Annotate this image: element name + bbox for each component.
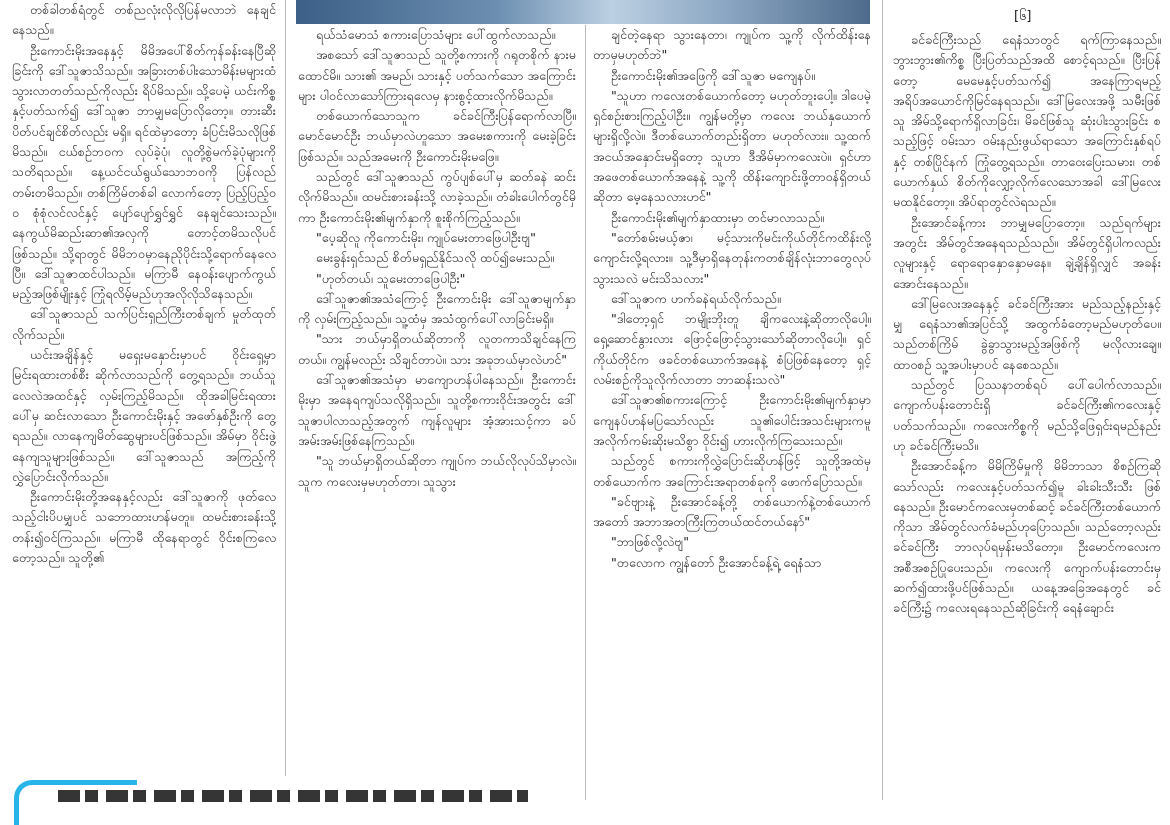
- headline-text-strip: [58, 790, 528, 802]
- paragraph: ဦးကောင်းမိုးတို့အနေနှင့်လည်း ဒေါ်သူဇာကို ဖုတ်လေသည့်ငါးပိပမျှပင် သဘောထားဟန်မတူ။ ထမင်းစားခန်းသို့ တန်း၍ဝင်ကြသည်။ မကြာမီ ထိုနေရာတွင် ဝိုင်းစကြလေတော့သည်။ သူတို့၏: [12, 489, 276, 566]
- paragraph: "ဘာဖြစ်လို့လဲဗျ": [611, 534, 690, 550]
- paragraph: "သူ ဘယ်မှာရှိတယ်ဆိုတာ ကျုပ်က ဘယ်လိုလုပ်သိမှာလဲ။ သူက ကလေးမှမဟုတ်တာ၊ သူသွား: [298, 453, 576, 489]
- paragraph: "ပေ့ဆိုလူ ကိုကောင်းမိုး၊ ကျုပ်မေးတာဖြေပါဦးဗျ": [316, 229, 536, 245]
- article-column-4: [893, 30, 1161, 800]
- paragraph: "သူဟာ ကလေးတစ်ယောက်တော့ မဟုတ်ဘူးပေါ့။ ဒါပေမဲ့ ရှင်စဉ်းစားကြည့်ပါဦး။ ကျွန်မတို့မှာ ကလေး ဘယ်နှယောက်များရှိလို့လဲ။ ဒီတစ်ယောက်တည်းရှိတာ မဟုတ်လား။ သူ့ထက်အငယ်အနှောင်းမရှိတော့ သူဟာ ဒီအိမ်မှာကလေးပဲ။ ရှင်ဟာ အဖေတစ်ယောက်အနေနဲ့ သူ့ကို ထိန်းကျောင်းဖို့တာဝန်ရှိတယ်ဆိုတာ မေ့နေသလားဟင်": [593, 87, 871, 205]
- paragraph: ဦးအောင်ခန့်က မိမိကြိမ်မှုကို မိမိဘာသာ စိစဉ်ကြဆိုသော်လည်း ကလေးနှင့်ပတ်သက်၍မူ ခါးခါးသီးသီး ဖြစ်နေသည်။ ဦးမောင်ကလေးမှတစ်ဆင့် ခင်ခင်ကြီးတစ်ယောက်ကိုသာ အိမ်တွင်လက်ခံမည်ဟုပြောသည်။ သည်တော့လည်း ခင်ခင်ကြီး ဘာလုပ်ရမှန်းမသိတော့။ ဦးမောင်ကလေးက အစီအစဉ်ပြုပေးသည်။ ကလေးကို ကျောက်ပန်းတောင်းမှ ဆက်၍ထားဖို့ပင်ဖြစ်သည်။ ယနေ့အခြေအနေတွင် ခင်ခင်ကြီး၌ ကလေးရနေသည်ဆိုခြင်းကို ရေနံချောင်း: [893, 458, 1161, 616]
- paragraph: သည်တွင် ပြဿနာတစ်ရပ် ပေါ်ပေါက်လာသည်။ ကျောက်ပန်းတောင်းရှိ ခင်ခင်ကြီး၏ကလေးနှင့်ပတ်သက်သည်။ ကလေးကိစ္စကို မည်သို့ဖြေရှင်းရမည်နည်းဟု ခင်ခင်ကြီးမသိ။: [893, 377, 1161, 453]
- paragraph: ဦးကောင်းမိုး၏အဖြေကို ဒေါ်သူဇာ မကျေနပ်။: [611, 67, 815, 83]
- paragraph: ဒေါ်သူဇာ၏စကားကြောင့် ဦးကောင်းမိုး၏မျက်နှာမှာ ကျေနပ်ဟန်မပြသော်လည်း သူ၏ပေါင်းအသင်းများကမူ အလိုက်ကမ်းဆိုးမသိစွာ ဝိုင်း၍ ဟားလိုက်ကြသေးသည်။: [593, 392, 871, 448]
- column-rule: [882, 0, 883, 800]
- paragraph: ဒေါ်မြလေးအနေနှင့် ခင်ခင်ကြီးအား မည်သည့်နည်းနှင့်မျှ ရေနံသာ၏အပြင်သို့ အထွက်ခံတော့မည်မဟုတ်ပေ။ သည်တစ်ကြိမ် ခွဲခွာသွားမည့်အဖြစ်ကို မလိုလားချေ။ ထာဝစဉ် သူ့အပါးမှာပင် နေစေသည်။: [893, 295, 1161, 372]
- next-article-headline: [14, 776, 574, 806]
- paragraph: မေးခွန်းရှင်သည် စိတ်မရှည်နိုင်သလို ထပ်၍မေးသည်။: [316, 250, 555, 266]
- paragraph: "သား ဘယ်မှာရှိတယ်ဆိုတာကို လူတကာသိချင်နေကြတယ်။ ကျွန်မလည်း သိချင်တာပဲ။ သား အခုဘယ်မှာလဲဟင်": [298, 331, 576, 367]
- article-column-1: [12, 0, 276, 775]
- paragraph: သည်တွင် ဒေါ်သူဇာသည် ကွပ်ပျစ်ပေါ်မှ ဆတ်ခနဲ ဆင်းလိုက်မိသည်။ ထမင်းစားခန်းသို့ လာခဲ့သည်။ တံခါးပေါက်တွင်မှိကာ ဦးကောင်းမိုး၏မျက်နှာကို စူးစိုက်ကြည့်သည်။: [298, 169, 576, 225]
- paragraph: ဒေါ်သူဇာ၏အသံကြောင့် ဦးကောင်းမိုး ဒေါ်သူဇာမျက်နှာကို လှမ်းကြည့်သည်။ သူ့ထံမှ အသံထွက်ပေါ်လာခြင်းမရှိ။: [298, 290, 576, 327]
- top-photo: [296, 0, 870, 24]
- paragraph: ဒေါ်သူဇာက ဟက်ခနဲရယ်လိုက်သည်။: [611, 290, 781, 306]
- paragraph: ရယ်သံမောသံ စကားပြောသံများ ပေါ်ထွက်လာသည်။: [316, 27, 556, 42]
- paragraph: ဦးအောင်ခန့်ကား ဘာမျှမပြောတော့။ သည်ရက်များအတွင်း အိမ်တွင်အနေရသည်သည်။ အိမ်တွင်ရှိပါကလည်း လူများနှင့် ရောရောနှောနှောမနေ။ ချဲ့ချိန်ရှိလျှင် အခန်းအောင်းနေသည်။: [893, 214, 1161, 291]
- paragraph: "တလောက ကျွန်တော် ဦးအောင်ခန့်ရဲ့ ရေနံသာ: [611, 554, 822, 570]
- paragraph: ဦးကောင်းမိုး၏မျက်နှာထားမှာ တင်မာလာသည်။: [611, 209, 825, 225]
- paragraph: ဒေါ်သူဇာသည် သက်ပြင်းရှည်ကြီးတစ်ချက် မှုတ်ထုတ်လိုက်သည်။: [12, 306, 276, 342]
- paragraph: "ဒါတော့ရှင် ဘမျိုးဘိုးတူ ချိကလေးနဲ့ဆိုတာလိုပေါ့။ ရှေ့ဆောင်နွားလား ဖြောင့်ဖြောင့်သွားသော်ဆိုတာလိုပေါ့။ ရှင်ကိုယ်တိုင်က ဖခင်တစ်ယောက်အနေနဲ့ စံပြဖြစ်နေတော့ ရှင့်လမ်းစဉ်ကိုသူလိုက်လာတာ ဘာဆန်းသလဲ": [593, 311, 871, 388]
- paragraph: ယင်းအချိန်နှင့် မရှေးမနှောင်းမှာပင် ဝိုင်းရှေ့မှာ မြင်းရထားတစ်စီး ဆိုက်လာသည်ကို တွေ့ရသည်။ ဘယ်သူလေလဲအထင်နှင့် လှမ်းကြည့်မိသည်။ ထိုအခါမြင်းရထားပေါ်မှ ဆင်းလာသော ဦးကောင်းမိုးနှင့် အဖော်နှစ်ဦးကို တွေ့ရသည်။ လာနေကျမိတ်ဆွေများပင်ဖြစ်သည်။ အိမ်မှာ ဝိုင်းဖွဲ့နေကျသူများဖြစ်သည်။ ဒေါ်သူဇာသည် အကြည့်ကို လွှဲပြောင်းလိုက်သည်။: [12, 347, 276, 484]
- paragraph: "ဟုတ်တယ်၊ သူမေးတာဖြေပါဦး": [316, 270, 466, 286]
- paragraph: "တော်စမ်းမယ့်ဇာ၊ မင့်သားကိုမင်းကိုယ်တိုင်ကထိန်းလို့ကျောင်းလို့ရလား။ သူ့ဒီမှာရှိနေတုန်းကတစ်ချိန်လုံးဘာတွေလုပ်သွားသလဲ မင်းသိသလား": [593, 229, 871, 286]
- paragraph: အစသော် ဒေါ်သူဇာသည် သူတို့စကားကို ဂရုတစိုက် နားမထောင်မိ။ သား၏ အမည်၊ သားနှင့် ပတ်သက်သော အကြောင်းများ ပါဝင်လာသော်ကြားရလေမှ နားစွင့်ထားလိုက်မိသည်။: [298, 47, 576, 103]
- paragraph: သည်တွင် စကားကိုလွှဲပြောင်းဆိုဟန်ဖြင့် သူတို့အထဲမှ တစ်ယောက်က အကြောင်းအရာတစ်ခုကို ဖောက်ပြောသည်။: [593, 453, 871, 489]
- article-column-3: [593, 25, 871, 800]
- headline-accent-arc: [14, 780, 137, 825]
- paragraph: ခင်ခင်ကြီးသည် ရေနံသာတွင် ရက်ကြာနေသည်။ ဘွားဘွား၏ကိစ္စ ပြီးပြတ်သည်အထိ စောင့်ရသည်။ ပြီးပြန်တော့ မေမေနှင့်ပတ်သက်၍ အနေကြာရမည့် အရိပ်အယောင်ကိုမြင်နေရသည်။ ဒေါ်မြလေးအဖို့ သမီးဖြစ်သူ အိမ်သို့ရောက်ရှိလာခြင်း၊ မိခင်ဖြစ်သူ ဆုံးပါးသွားခြင်း စသည့်ဖြင့် ဝမ်းသာ ဝမ်းနည်းဖွယ်ရာသော အကြောင်းနှစ်ရပ်နှင့် တစ်ပြိုင်နက် ကြုံတွေ့ရသည်။ တာဝေးပြေးသမား၊ တစ်ယောက်နှယ် စိတ်ကိုလျှော့လိုက်လေသောအခါ ဒေါ်မြလေး မထနိုင်တော့။ အိပ်ရာတွင်လဲရသည်။: [893, 32, 1161, 210]
- paragraph: တစ်ခါတစ်ရံတွင် တစ်ညလုံးလိုလိုပြန်မလာဘဲ နေချင်နေသည်။: [12, 2, 276, 38]
- page-marker: [၆]: [1014, 9, 1032, 24]
- column-rule: [585, 25, 586, 800]
- paragraph: ချင်တဲ့နေရာ သွားနေတာ၊ ကျုပ်က သူ့ကို လိုက်ထိန်းနေတာမှမဟုတ်ဘဲ": [593, 27, 871, 63]
- paragraph: ဦးကောင်းမိုးအနေနှင့် မိမိအပေါ်စိတ်ကုန်ခန်းနေပြီဆိုခြင်းကို ဒေါ်သူဇာသိသည်။ အခြားတစ်ပါးသောမိန်းမများထံ သွားလာတတ်သည်ကိုလည်း ရိပ်မိသည်။ သို့ပေမဲ့ ယင်းကိစ္စနှင့်ပတ်သက်၍ ဒေါ်သူဇာ ဘာမျှမပြောလိုတော့။ တားဆီးပိတ်ပင်ချင်စိတ်လည်း မရှိ။ ရင်ထဲမှာတော့ ခံပြင်းမိသလိုဖြစ်မိသည်။ ငယ်စဉ်ဘဝက လုပ်ခဲ့ပုံ၊ လူတို့စွဲမက်ခဲ့ပုံများကိုသတိရသည်။ နေ့ယင်ငယ်ရွယ်သောဘဝကို ပြန်လည်တမ်းတမိသည်။ တစ်ကြိမ်တစ်ခါ လောက်တော့ ပြည့်ပြည့်ဝဝ စုံစုံလင်လင်နှင့် ပျော်ပျော်ရွှင်ရွှင် နေချင်သေးသည်။ နေကွယ်မိဆည်းဆာ၏အလှကို တောင့်တမိသလိုပင်ဖြစ်သည်။ သို့ရာတွင် မိမိဘဝမှာနေညိုပိုင်းသို့ရောက်နေလေပြီ။ ဒေါ်သူဇာထင်ပါသည်။ မကြာမီ နေဝန်းပျောက်ကွယ်မည့်အဖြစ်မျိုးနှင့် ကြုံရလိမ့်မည်ဟုအလိုလိုသိနေသည်။: [12, 42, 276, 302]
- column-rule: [285, 0, 286, 776]
- article-column-2: [298, 25, 576, 800]
- paragraph: တစ်ယောက်သောသူက ခင်ခင်ကြီးပြန်ရောက်လာပြီ။ မောင်မောင်ဦး ဘယ်မှာလဲဟူသော အမေးစကားကို မေးခဲ့ခြင်းဖြစ်သည်။ သည်အမေးကို ဦးကောင်းမိုးမဖြေ။: [298, 108, 576, 164]
- paragraph: ဒေါ်သူဇာ၏အသံမှာ မာကျောဟန်ပါနေသည်။ ဦးကောင်းမိုးမှာ အနေရကျပ်သလိုရှိသည်။ သူတို့စကားဝိုင်းအတွင်း ဒေါ်သူဇာပါလာသည့်အတွက် ကျန်လူများ အံ့အားသင့်ကာ ခပ်အမ်းအမ်းဖြစ်နေကြသည်။: [298, 372, 576, 448]
- paragraph: "ခင်ဗျားနဲ့ ဦးအောင်ခန့်တို့ တစ်ယောက်နဲ့တစ်ယောက် အတော် အဘာအတကြီးကြတယ်ထင်တယ်နော်": [593, 493, 871, 530]
